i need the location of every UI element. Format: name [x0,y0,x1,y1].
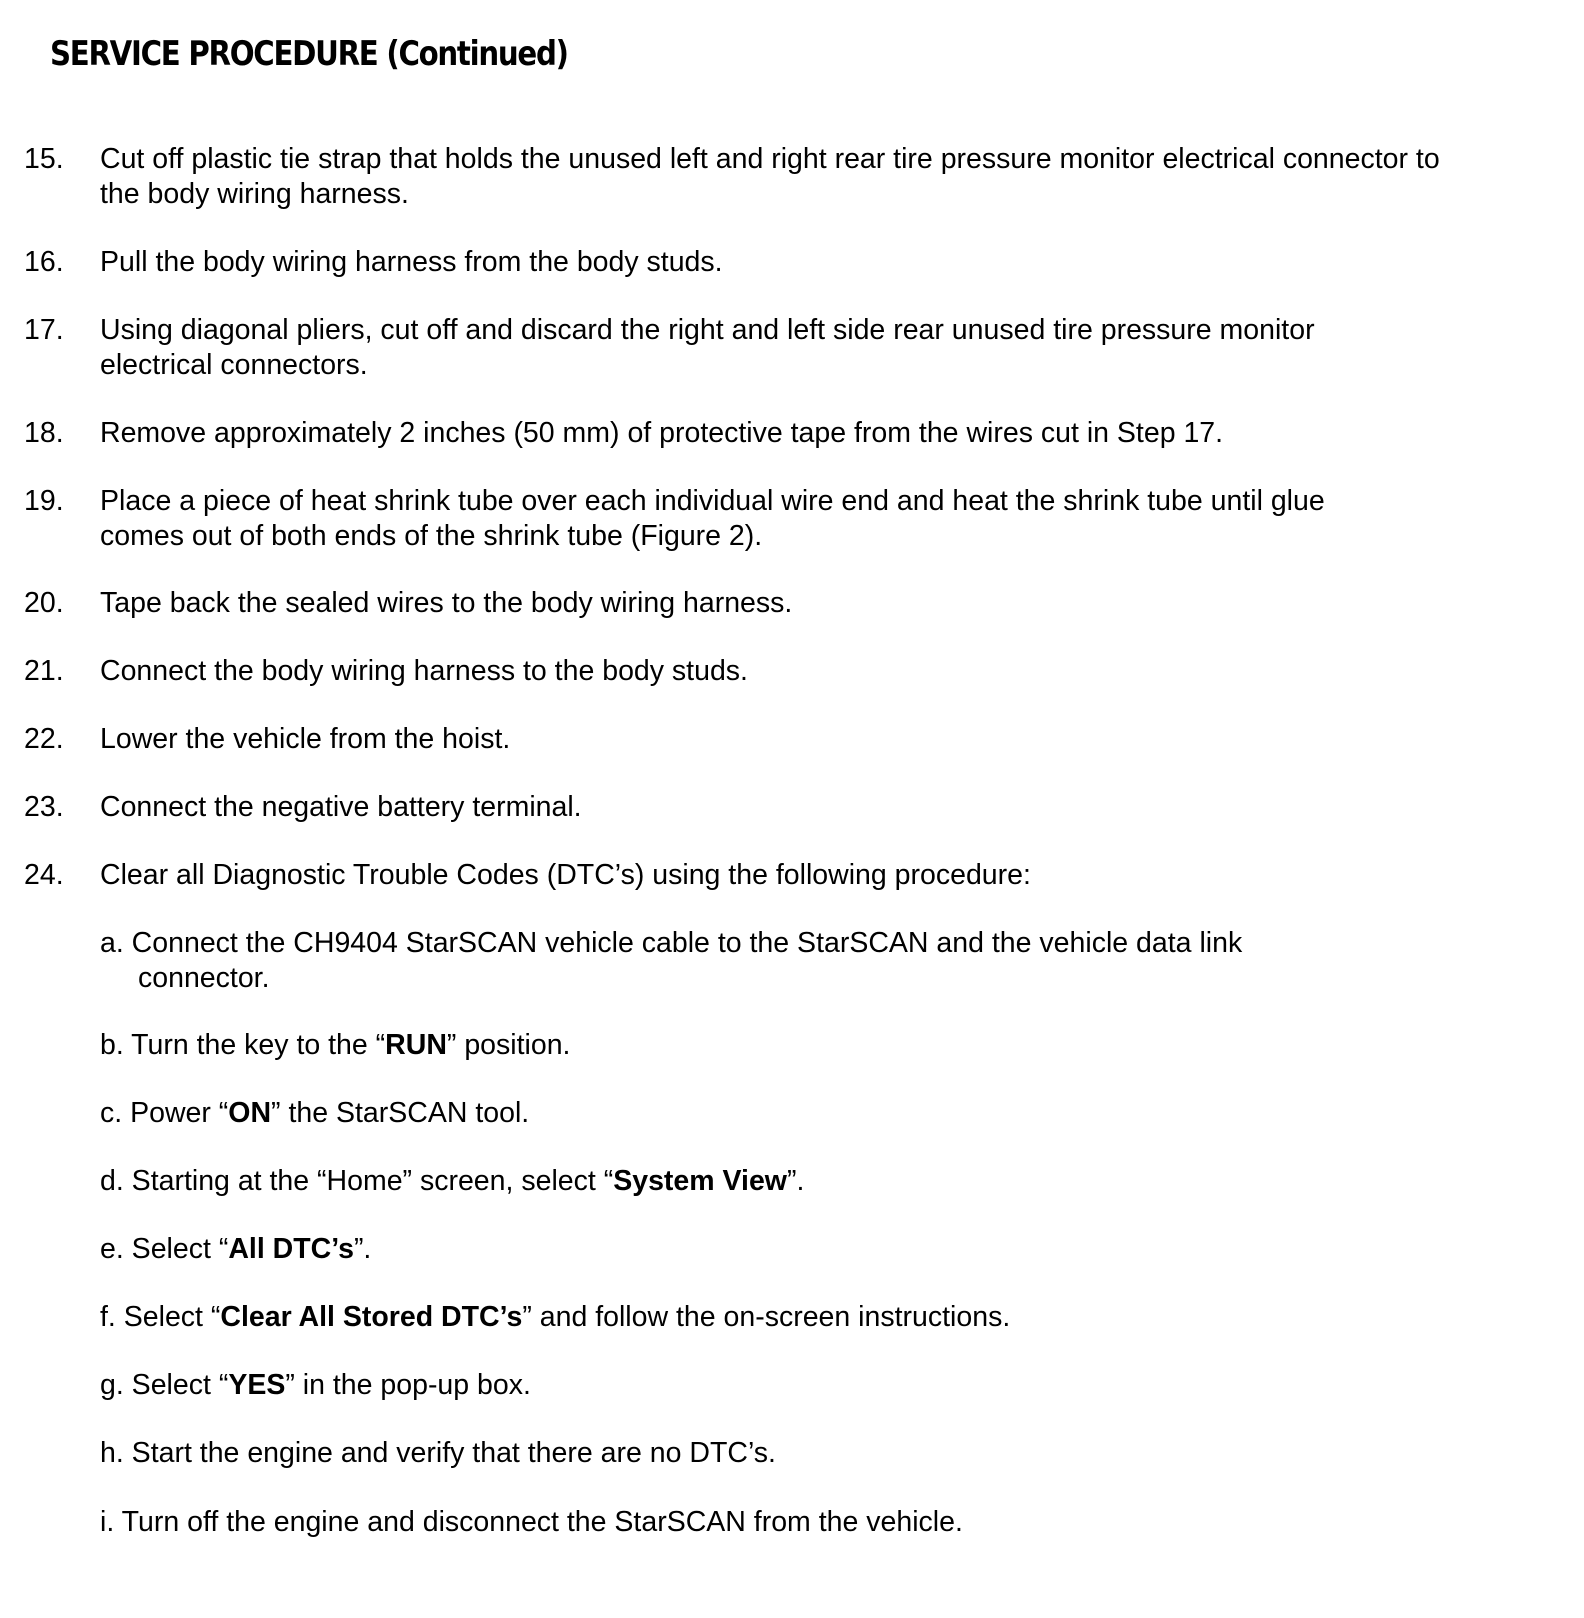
substep-b: b. Turn the key to the “RUN” position. [100,1029,571,1061]
step-number: 20. [24,587,64,619]
step-text: Lower the vehicle from the hoist. [100,723,511,755]
step-text: Connect the negative battery terminal. [100,791,582,823]
step-text: Cut off plastic tie strap that holds the unused left and right rear tire pressure monitor electrical connector to the body wiring harness. [100,143,1440,210]
substep-e: e. Select “All DTC’s”. [100,1233,372,1265]
step-number: 17. [24,314,64,346]
step-number: 15. [24,143,64,175]
step-number: 16. [24,246,64,278]
substep-d: d. Starting at the “Home” screen, select “System View”. [100,1165,805,1197]
substep-h: h. Start the engine and verify that there are no DTC’s. [100,1437,776,1469]
substep-a: a. Connect the CH9404 StarSCAN vehicle cable to the StarSCAN and the vehicle data link connector. [100,927,1243,994]
step-number: 19. [24,485,64,517]
step-number: 23. [24,791,64,823]
substep-c: c. Power “ON” the StarSCAN tool. [100,1097,530,1129]
step-number: 24. [24,859,64,891]
step-text: Using diagonal pliers, cut off and discard the right and left side rear unused tire pressure monitor electrical connectors. [100,314,1315,381]
step-text: Place a piece of heat shrink tube over each individual wire end and heat the shrink tube until glue comes out of both ends of the shrink tube (Figure 2). [100,485,1325,552]
substep-g: g. Select “YES” in the pop-up box. [100,1369,531,1401]
step-text: Connect the body wiring harness to the body studs. [100,655,748,687]
step-text: Clear all Diagnostic Trouble Codes (DTC’s) using the following procedure: [100,859,1031,891]
step-number: 22. [24,723,64,755]
step-text: Remove approximately 2 inches (50 mm) of protective tape from the wires cut in Step 17. [100,417,1224,449]
step-number: 21. [24,655,64,687]
page-title: SERVICE PROCEDURE (Continued) [50,34,568,74]
step-text: Pull the body wiring harness from the body studs. [100,246,723,278]
substep-i: i. Turn off the engine and disconnect the StarSCAN from the vehicle. [100,1506,963,1538]
substep-f: f. Select “Clear All Stored DTC’s” and follow the on-screen instructions. [100,1301,1011,1333]
step-text: Tape back the sealed wires to the body wiring harness. [100,587,793,619]
step-number: 18. [24,417,64,449]
